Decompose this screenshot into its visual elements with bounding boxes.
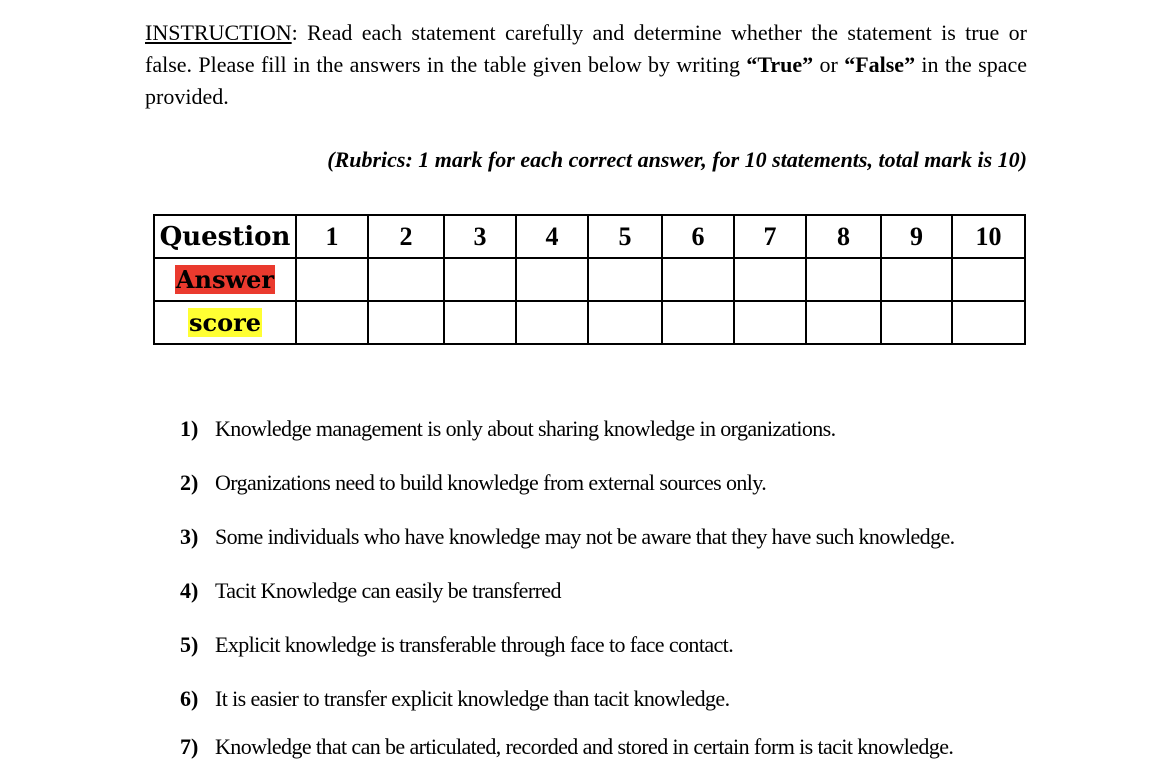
question-row — [154, 215, 1025, 258]
instruction-label: INSTRUCTION — [145, 20, 292, 45]
statement-text: Tacit Knowledge can easily be transferred — [215, 578, 561, 603]
score-cell[interactable] — [368, 301, 444, 344]
statement-text: Some individuals who have knowledge may not be aware that they have such knowledge. — [215, 524, 955, 549]
statement-number: 7) — [180, 734, 199, 759]
answer-cell[interactable] — [516, 258, 588, 301]
score-cell[interactable] — [806, 301, 881, 344]
statement-list — [180, 414, 1040, 780]
score-label: score — [188, 308, 262, 337]
statement-text: Explicit knowledge is transferable through face to face contact. — [215, 632, 734, 657]
statement-number: 2) — [180, 470, 199, 495]
statement-text: Organizations need to build knowledge from external sources only. — [215, 470, 767, 495]
answer-label: Answer — [175, 265, 275, 294]
question-number-cell: 3 — [444, 215, 516, 258]
instruction-text-3: in the space provided. — [145, 52, 1027, 109]
question-number-cell: 9 — [881, 215, 952, 258]
instruction-paragraph — [145, 17, 1027, 113]
list-item — [180, 684, 1040, 732]
answer-cell[interactable] — [806, 258, 881, 301]
answer-cell[interactable] — [952, 258, 1025, 301]
answer-cell[interactable] — [734, 258, 806, 301]
score-cell[interactable] — [734, 301, 806, 344]
score-cell[interactable] — [952, 301, 1025, 344]
answer-cell[interactable] — [662, 258, 734, 301]
score-cell[interactable] — [296, 301, 368, 344]
list-item — [180, 414, 1040, 468]
list-item — [180, 630, 1040, 684]
instruction-text-2: or — [813, 52, 845, 77]
score-cell[interactable] — [881, 301, 952, 344]
statement-text: Knowledge that can be articulated, recorded and stored in certain form is tacit knowledge. — [215, 734, 954, 759]
question-number-cell: 1 — [296, 215, 368, 258]
answer-cell[interactable] — [296, 258, 368, 301]
statement-number: 3) — [180, 524, 199, 549]
question-number-cell: 6 — [662, 215, 734, 258]
score-label-cell — [154, 301, 296, 344]
score-cell[interactable] — [444, 301, 516, 344]
answer-table — [153, 214, 1026, 345]
answer-row — [154, 258, 1025, 301]
statement-number: 5) — [180, 632, 199, 657]
list-item — [180, 468, 1040, 522]
statement-text: It is easier to transfer explicit knowledge than tacit knowledge. — [215, 686, 730, 711]
question-number-cell: 10 — [952, 215, 1025, 258]
score-cell[interactable] — [588, 301, 662, 344]
answer-label-cell — [154, 258, 296, 301]
rubrics-note: (Rubrics: 1 mark for each correct answer, for 10 statements, total mark is 10) — [327, 147, 1027, 172]
answer-cell[interactable] — [881, 258, 952, 301]
statement-number: 1) — [180, 416, 199, 441]
statement-number: 6) — [180, 686, 199, 711]
true-word: “True” — [746, 52, 814, 77]
answer-cell[interactable] — [444, 258, 516, 301]
statement-text: Knowledge management is only about sharing knowledge in organizations. — [215, 416, 836, 441]
score-cell[interactable] — [662, 301, 734, 344]
question-label-cell — [154, 215, 296, 258]
list-item — [180, 732, 1040, 780]
false-word: “False” — [844, 52, 916, 77]
question-number-cell: 4 — [516, 215, 588, 258]
answer-cell[interactable] — [588, 258, 662, 301]
score-row — [154, 301, 1025, 344]
list-item — [180, 522, 1040, 576]
question-number-cell: 2 — [368, 215, 444, 258]
statement-number: 4) — [180, 578, 199, 603]
question-number-cell: 7 — [734, 215, 806, 258]
list-item — [180, 576, 1040, 630]
question-number-cell: 8 — [806, 215, 881, 258]
instruction-text-1: : Read each statement carefully and determine whether the statement is true or false. Please fill in the answers in the table given below by writing — [145, 20, 1027, 77]
answer-cell[interactable] — [368, 258, 444, 301]
question-number-cell: 5 — [588, 215, 662, 258]
question-label: Question — [159, 221, 291, 252]
score-cell[interactable] — [516, 301, 588, 344]
